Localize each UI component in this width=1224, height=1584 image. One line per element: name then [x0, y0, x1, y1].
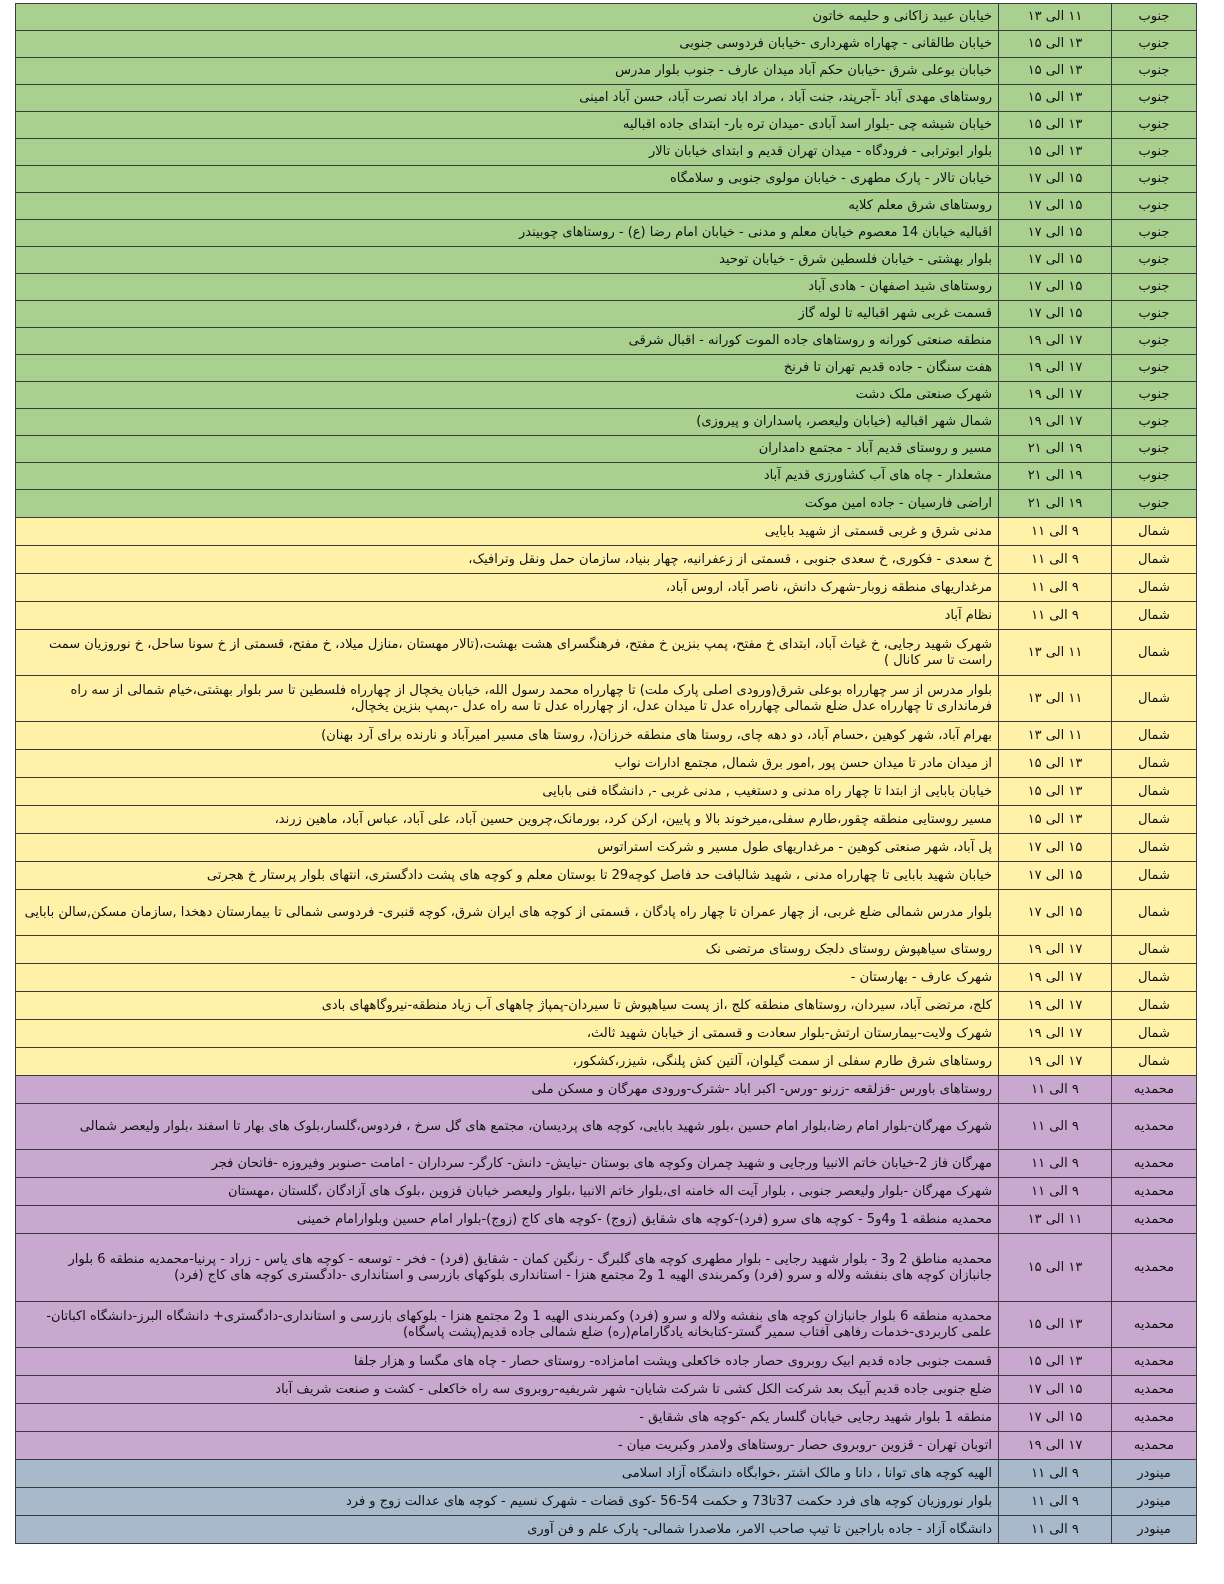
- region-cell: شمال: [1112, 890, 1197, 936]
- region-cell: محمدیه: [1112, 1150, 1197, 1178]
- area-cell: شمال شهر اقبالیه (خیابان ولیعصر، پاسداران و پیروزی): [16, 409, 999, 436]
- area-cell: شهرک مهرگان-بلوار امام رضا،بلوار امام حسین ،بلور شهید بابایی، کوچه های پردیسان، مجتمع های گل سرخ ، فردوس،گلسار،بلوک های بهار تا اسفند ،بلوار ولیعصر شمالی: [16, 1104, 999, 1150]
- table-row: [16, 1404, 1197, 1432]
- area-cell: قسمت غربی شهر اقبالیه تا لوله گاز: [16, 301, 999, 328]
- time-cell: ۱۱ الی ۱۳: [999, 4, 1112, 31]
- region-cell: جنوب: [1112, 85, 1197, 112]
- table-row: [16, 490, 1197, 518]
- area-cell: مسیر و روستای قدیم آباد - مجتمع دامداران: [16, 436, 999, 463]
- region-cell: جنوب: [1112, 274, 1197, 301]
- area-cell: بلوار مدرس شمالی ضلع غربی، از چهار عمران تا چهار راه پادگان ، قسمتی از کوچه های ایران شرق، کوچه قنبری- فردوسی شمالی تا بیمارستان دهخدا ,سازمان مسکن,سالن بابایی: [16, 890, 999, 936]
- time-cell: ۱۵ الی ۱۷: [999, 193, 1112, 220]
- area-cell: مهرگان فاز 2-خیابان خاتم الانبیا ورجایی و شهید چمران وکوچه های بوستان -نیایش- دانش- کارگر- سرداران - امامت -صنوبر وفیروزه -فاتحان فجر: [16, 1150, 999, 1178]
- time-cell: ۱۳ الی ۱۵: [999, 58, 1112, 85]
- region-cell: شمال: [1112, 750, 1197, 778]
- table-row: [16, 1206, 1197, 1234]
- table-row: [16, 1488, 1197, 1516]
- region-cell: شمال: [1112, 936, 1197, 964]
- table-row: [16, 1460, 1197, 1488]
- table-row: [16, 630, 1197, 676]
- table-row: [16, 1020, 1197, 1048]
- region-cell: جنوب: [1112, 355, 1197, 382]
- region-cell: شمال: [1112, 1048, 1197, 1076]
- region-cell: جنوب: [1112, 31, 1197, 58]
- time-cell: ۱۳ الی ۱۵: [999, 1302, 1112, 1348]
- table-row: [16, 31, 1197, 58]
- table-row: [16, 328, 1197, 355]
- time-cell: ۹ الی ۱۱: [999, 1076, 1112, 1104]
- table-row: [16, 546, 1197, 574]
- time-cell: ۹ الی ۱۱: [999, 546, 1112, 574]
- area-cell: مرغداریهای منطقه زوبار-شهرک دانش، ناصر آباد، اروس آباد،: [16, 574, 999, 602]
- time-cell: ۱۵ الی ۱۷: [999, 1376, 1112, 1404]
- table-row: [16, 58, 1197, 85]
- area-cell: خیابان عبید زاکانی و حلیمه خاتون: [16, 4, 999, 31]
- region-cell: شمال: [1112, 862, 1197, 890]
- area-cell: بلوار بهشتی - خیابان فلسطین شرق - خیابان توحید: [16, 247, 999, 274]
- area-cell: خیابان شیشه چی -بلوار اسد آبادی -میدان تره بار- ابتدای جاده اقبالیه: [16, 112, 999, 139]
- region-cell: شمال: [1112, 1020, 1197, 1048]
- region-cell: مینودر: [1112, 1488, 1197, 1516]
- region-cell: جنوب: [1112, 112, 1197, 139]
- region-cell: جنوب: [1112, 436, 1197, 463]
- area-cell: اراضی فارسیان - جاده امین موکت: [16, 490, 999, 518]
- area-cell: روستاهای شرق معلم کلایه: [16, 193, 999, 220]
- area-cell: روستای سیاهپوش روستای دلجک روستای مرتضی نک: [16, 936, 999, 964]
- table-row: [16, 862, 1197, 890]
- region-cell: محمدیه: [1112, 1206, 1197, 1234]
- area-cell: بلوار مدرس از سر چهارراه بوعلی شرق(ورودی اصلی پارک ملت) تا چهارراه محمد رسول الله، خیابان یخچال از چهارراه فلسطین تا سر بلوار بهشتی،خیام شمالی از سه راه فرمانداری تا چهارراه عدل ضلع شمالی چهارراه عدل تا میدان عدل، از چهارراه عدل تا سه راه عدل -،پمپ بنزین یخچال،: [16, 676, 999, 722]
- time-cell: ۱۷ الی ۱۹: [999, 936, 1112, 964]
- area-cell: بهرام آباد، شهر کوهین ،حسام آباد، دو دهه چای، روستا های منطقه خرزان(، روستا های مسیر امیرآباد و نارنده برای آرد بهنان): [16, 722, 999, 750]
- area-cell: روستاهای باورس -قزلقعه -زرنو -ورس- اکبر اباد -شترک-ورودی مهرگان و مسکن ملی: [16, 1076, 999, 1104]
- table-row: [16, 936, 1197, 964]
- time-cell: ۹ الی ۱۱: [999, 518, 1112, 546]
- table-row: [16, 436, 1197, 463]
- table-row: [16, 1432, 1197, 1460]
- area-cell: محمدیه مناطق 2 و3 - بلوار شهید رجایی - بلوار مطهری کوچه های گلبرگ - رنگین کمان - شقایق (فرد) - فخر - توسعه - کوچه های یاس - زراد - پرنیا-محمدیه منطقه 6 بلوار جانبازان کوچه های بنفشه ولاله و سرو (فرد) وکمربندی الهیه 1 و2 مجتمع هنزا - استانداری بلوکهای بازرسی و استانداری -دادگستری کوچه های کاج (فرد): [16, 1234, 999, 1302]
- area-cell: محمدیه منطقه 1 و4و5 - کوچه های سرو (فرد)-کوچه های شقایق (زوج) -کوچه های کاج (زوج)-بلوار امام حسین وبلوارامام خمینی: [16, 1206, 999, 1234]
- table-row: [16, 463, 1197, 490]
- time-cell: ۱۷ الی ۱۹: [999, 382, 1112, 409]
- table-row: [16, 85, 1197, 112]
- table-row: [16, 1376, 1197, 1404]
- table-row: [16, 1178, 1197, 1206]
- region-cell: محمدیه: [1112, 1076, 1197, 1104]
- area-cell: روستاهای شید اصفهان - هادی آباد: [16, 274, 999, 301]
- region-cell: شمال: [1112, 834, 1197, 862]
- area-cell: نظام آباد: [16, 602, 999, 630]
- area-cell: قسمت جنوبی جاده قدیم ابیک روبروی حصار جاده خاکعلی وپشت امامزاده- روستای حصار - چاه های مگسا و هزار جلفا: [16, 1348, 999, 1376]
- area-cell: روستاهای مهدی آباد -آجرپند، جنت آباد ، مراد اباد نصرت آباد، حسن آباد امینی: [16, 85, 999, 112]
- time-cell: ۱۷ الی ۱۹: [999, 355, 1112, 382]
- area-cell: مسیر روستایی منطقه چقور،طارم سفلی،میرخوند بالا و پایین، ارکن کرد، بورمانک،چروین حسین آباد، علی آباد، عباس آباد، ماهین زرند،: [16, 806, 999, 834]
- time-cell: ۹ الی ۱۱: [999, 1460, 1112, 1488]
- time-cell: ۱۵ الی ۱۷: [999, 890, 1112, 936]
- table-row: [16, 602, 1197, 630]
- area-cell: خیابان تالار - پارک مطهری - خیابان مولوی جنوبی و سلامگاه: [16, 166, 999, 193]
- region-cell: شمال: [1112, 806, 1197, 834]
- area-cell: خیابان بابایی از ابتدا تا چهار راه مدنی و دستغیب , مدنی غربی -, دانشگاه فنی بابایی: [16, 778, 999, 806]
- region-cell: جنوب: [1112, 4, 1197, 31]
- time-cell: ۱۷ الی ۱۹: [999, 964, 1112, 992]
- area-cell: اقبالیه خیابان 14 معصوم خیابان معلم و مدنی - خیابان امام رضا (ع) - روستاهای چوبیندر: [16, 220, 999, 247]
- area-cell: الهیه کوچه های توانا ، دانا و مالک اشتر ،خوابگاه دانشگاه آزاد اسلامی: [16, 1460, 999, 1488]
- region-cell: محمدیه: [1112, 1432, 1197, 1460]
- region-cell: شمال: [1112, 778, 1197, 806]
- table-row: [16, 355, 1197, 382]
- region-cell: جنوب: [1112, 193, 1197, 220]
- time-cell: ۱۷ الی ۱۹: [999, 1432, 1112, 1460]
- area-cell: شهرک عارف - بهارستان -: [16, 964, 999, 992]
- table-row: [16, 890, 1197, 936]
- outage-schedule-sheet: [15, 3, 1197, 1544]
- time-cell: ۹ الی ۱۱: [999, 1150, 1112, 1178]
- region-cell: محمدیه: [1112, 1302, 1197, 1348]
- time-cell: ۱۷ الی ۱۹: [999, 1048, 1112, 1076]
- region-cell: شمال: [1112, 722, 1197, 750]
- table-row: [16, 220, 1197, 247]
- time-cell: ۱۵ الی ۱۷: [999, 274, 1112, 301]
- region-cell: مینودر: [1112, 1516, 1197, 1544]
- region-cell: محمدیه: [1112, 1234, 1197, 1302]
- time-cell: ۱۳ الی ۱۵: [999, 112, 1112, 139]
- region-cell: جنوب: [1112, 463, 1197, 490]
- region-cell: شمال: [1112, 964, 1197, 992]
- time-cell: ۱۳ الی ۱۵: [999, 31, 1112, 58]
- area-cell: خیابان طالقانی - چهاراه شهرداری -خیابان فردوسی جنوبی: [16, 31, 999, 58]
- table-row: [16, 750, 1197, 778]
- table-row: [16, 1234, 1197, 1302]
- region-cell: محمدیه: [1112, 1404, 1197, 1432]
- time-cell: ۱۳ الی ۱۵: [999, 750, 1112, 778]
- region-cell: جنوب: [1112, 220, 1197, 247]
- time-cell: ۱۷ الی ۱۹: [999, 1020, 1112, 1048]
- region-cell: جنوب: [1112, 139, 1197, 166]
- region-cell: جنوب: [1112, 382, 1197, 409]
- time-cell: ۱۳ الی ۱۵: [999, 806, 1112, 834]
- table-row: [16, 1048, 1197, 1076]
- table-row: [16, 574, 1197, 602]
- table-row: [16, 1104, 1197, 1150]
- area-cell: مدنی شرق و غربی قسمتی از شهید بابایی: [16, 518, 999, 546]
- area-cell: کلج، مرتضی آباد، سیردان، روستاهای منطقه کلج ،از پست سیاهپوش تا سیردان-پمپاژ چاههای آب زیاد منطقه-نیروگاههای بادی: [16, 992, 999, 1020]
- area-cell: خیابان شهید بابایی تا چهارراه مدنی ، شهید شالبافت حد فاصل کوچه29 تا بوستان معلم و کوچه های پشت دادگستری، انتهای بلوار پرستار خ هجرتی: [16, 862, 999, 890]
- time-cell: ۱۵ الی ۱۷: [999, 862, 1112, 890]
- region-cell: شمال: [1112, 992, 1197, 1020]
- region-cell: محمدیه: [1112, 1178, 1197, 1206]
- area-cell: اتوبان تهران - قزوین -روبروی حصار -روستاهای ولامدر وکبریت میان -: [16, 1432, 999, 1460]
- region-cell: محمدیه: [1112, 1104, 1197, 1150]
- area-cell: خیابان بوعلی شرق -خیابان حکم آباد میدان عارف - جنوب بلوار مدرس: [16, 58, 999, 85]
- area-cell: ضلع جنوبی جاده قدیم آبیک بعد شرکت الکل کشی تا شرکت شایان- شهر شریفیه-روبروی سه راه خاکعلی - کشت و صنعت شریف آباد: [16, 1376, 999, 1404]
- region-cell: محمدیه: [1112, 1348, 1197, 1376]
- table-row: [16, 806, 1197, 834]
- table-row: [16, 382, 1197, 409]
- time-cell: ۱۹ الی ۲۱: [999, 490, 1112, 518]
- time-cell: ۱۹ الی ۲۱: [999, 463, 1112, 490]
- table-row: [16, 409, 1197, 436]
- table-row: [16, 1076, 1197, 1104]
- time-cell: ۱۵ الی ۱۷: [999, 301, 1112, 328]
- time-cell: ۹ الی ۱۱: [999, 1488, 1112, 1516]
- region-cell: شمال: [1112, 602, 1197, 630]
- table-row: [16, 834, 1197, 862]
- table-row: [16, 139, 1197, 166]
- time-cell: ۱۵ الی ۱۷: [999, 220, 1112, 247]
- region-cell: شمال: [1112, 518, 1197, 546]
- time-cell: ۹ الی ۱۱: [999, 1516, 1112, 1544]
- time-cell: ۱۵ الی ۱۷: [999, 166, 1112, 193]
- outage-schedule-table: [15, 3, 1197, 1544]
- time-cell: ۱۳ الی ۱۵: [999, 778, 1112, 806]
- area-cell: از میدان مادر تا میدان حسن پور ,امور برق شمال, مجتمع ادارات نواب: [16, 750, 999, 778]
- area-cell: روستاهای شرق طارم سفلی از سمت گیلوان، آلتین کش پلنگی، شیزر،کشکور،: [16, 1048, 999, 1076]
- table-row: [16, 247, 1197, 274]
- area-cell: بلوار ابوترابی - فرودگاه - میدان تهران قدیم و ابتدای خیابان تالار: [16, 139, 999, 166]
- area-cell: منطقه صنعتی کورانه و روستاهای جاده الموت کورانه - اقبال شرقی: [16, 328, 999, 355]
- table-row: [16, 518, 1197, 546]
- table-row: [16, 274, 1197, 301]
- time-cell: ۱۷ الی ۱۹: [999, 328, 1112, 355]
- area-cell: هفت سنگان - جاده قدیم تهران تا فرنخ: [16, 355, 999, 382]
- region-cell: جنوب: [1112, 490, 1197, 518]
- time-cell: ۱۷ الی ۱۹: [999, 992, 1112, 1020]
- table-row: [16, 992, 1197, 1020]
- time-cell: ۱۵ الی ۱۷: [999, 247, 1112, 274]
- time-cell: ۱۳ الی ۱۵: [999, 85, 1112, 112]
- time-cell: ۹ الی ۱۱: [999, 1178, 1112, 1206]
- time-cell: ۱۱ الی ۱۳: [999, 676, 1112, 722]
- table-row: [16, 166, 1197, 193]
- table-row: [16, 1516, 1197, 1544]
- area-cell: شهرک ولایت-بیمارستان ارتش-بلوار سعادت و قسمتی از خیابان شهید ثالث،: [16, 1020, 999, 1048]
- time-cell: ۹ الی ۱۱: [999, 602, 1112, 630]
- time-cell: ۱۱ الی ۱۳: [999, 722, 1112, 750]
- area-cell: مشعلدار - چاه های آب کشاورزی قدیم آباد: [16, 463, 999, 490]
- area-cell: بلوار نوروزیان کوچه های فرد حکمت 37تا73 و حکمت 54-56 -کوی قضات - شهرک نسیم - کوچه های عدالت زوج و فرد: [16, 1488, 999, 1516]
- region-cell: جنوب: [1112, 166, 1197, 193]
- area-cell: شهرک صنعتی ملک دشت: [16, 382, 999, 409]
- table-row: [16, 676, 1197, 722]
- area-cell: شهرک شهید رجایی، خ غیاث آباد، ابتدای خ مفتح، پمپ بنزین خ مفتح، فرهنگسرای هشت بهشت،(تالار مهستان ،منازل میلاد، خ مفتح، قسمتی از خ سونا ساحل، خ نوروزیان سمت راست تا سر کانال ): [16, 630, 999, 676]
- table-row: [16, 1302, 1197, 1348]
- time-cell: ۱۱ الی ۱۳: [999, 630, 1112, 676]
- table-row: [16, 964, 1197, 992]
- time-cell: ۱۱ الی ۱۳: [999, 1206, 1112, 1234]
- area-cell: پل آباد، شهر صنعتی کوهین - مرغداریهای طول مسیر و شرکت استراتوس: [16, 834, 999, 862]
- region-cell: شمال: [1112, 574, 1197, 602]
- region-cell: شمال: [1112, 676, 1197, 722]
- table-row: [16, 193, 1197, 220]
- table-row: [16, 1348, 1197, 1376]
- time-cell: ۱۳ الی ۱۵: [999, 139, 1112, 166]
- table-row: [16, 301, 1197, 328]
- time-cell: ۱۳ الی ۱۵: [999, 1234, 1112, 1302]
- region-cell: جنوب: [1112, 328, 1197, 355]
- area-cell: محمدیه منطقه 6 بلوار جانبازان کوچه های بنفشه ولاله و سرو (فرد) وکمربندی الهیه 1 و2 مجتمع هنزا - بلوکهای بازرسی و استانداری-دادگستری+ دانشگاه البرز-دانشگاه اکباتان-علمی کاربردی-خدمات رفاهی آفتاب سمیر گستر-کتابخانه یادگارامام(ره) ضلع شمالی جاده قدیم(پشت پاسگاه): [16, 1302, 999, 1348]
- region-cell: جنوب: [1112, 247, 1197, 274]
- region-cell: شمال: [1112, 546, 1197, 574]
- time-cell: ۱۵ الی ۱۷: [999, 834, 1112, 862]
- region-cell: جنوب: [1112, 301, 1197, 328]
- time-cell: ۱۳ الی ۱۵: [999, 1348, 1112, 1376]
- area-cell: شهرک مهرگان -بلوار ولیعصر جنوبی ، بلوار آیت اله خامنه ای،بلوار خاتم الانبیا ،بلوار ولیعصر خیابان قزوین ،بلوک های آزادگان ،گلستان ،مهستان: [16, 1178, 999, 1206]
- time-cell: ۱۹ الی ۲۱: [999, 436, 1112, 463]
- table-row: [16, 1150, 1197, 1178]
- region-cell: مینودر: [1112, 1460, 1197, 1488]
- time-cell: ۱۵ الی ۱۷: [999, 1404, 1112, 1432]
- region-cell: جنوب: [1112, 58, 1197, 85]
- table-row: [16, 4, 1197, 31]
- table-row: [16, 112, 1197, 139]
- region-cell: محمدیه: [1112, 1376, 1197, 1404]
- time-cell: ۹ الی ۱۱: [999, 1104, 1112, 1150]
- time-cell: ۹ الی ۱۱: [999, 574, 1112, 602]
- table-row: [16, 722, 1197, 750]
- area-cell: منطقه 1 بلوار شهید رجایی خیابان گلسار یکم -کوچه های شقایق -: [16, 1404, 999, 1432]
- region-cell: شمال: [1112, 630, 1197, 676]
- area-cell: دانشگاه آزاد - جاده باراجین تا تیپ صاحب الامر، ملاصدرا شمالی- پارک علم و فن آوری: [16, 1516, 999, 1544]
- table-row: [16, 778, 1197, 806]
- time-cell: ۱۷ الی ۱۹: [999, 409, 1112, 436]
- area-cell: خ سعدی - فکوری، خ سعدی جنوبی ، قسمتی از زعفرانیه، چهار بنیاد، سازمان حمل ونقل وترافیک،: [16, 546, 999, 574]
- region-cell: جنوب: [1112, 409, 1197, 436]
